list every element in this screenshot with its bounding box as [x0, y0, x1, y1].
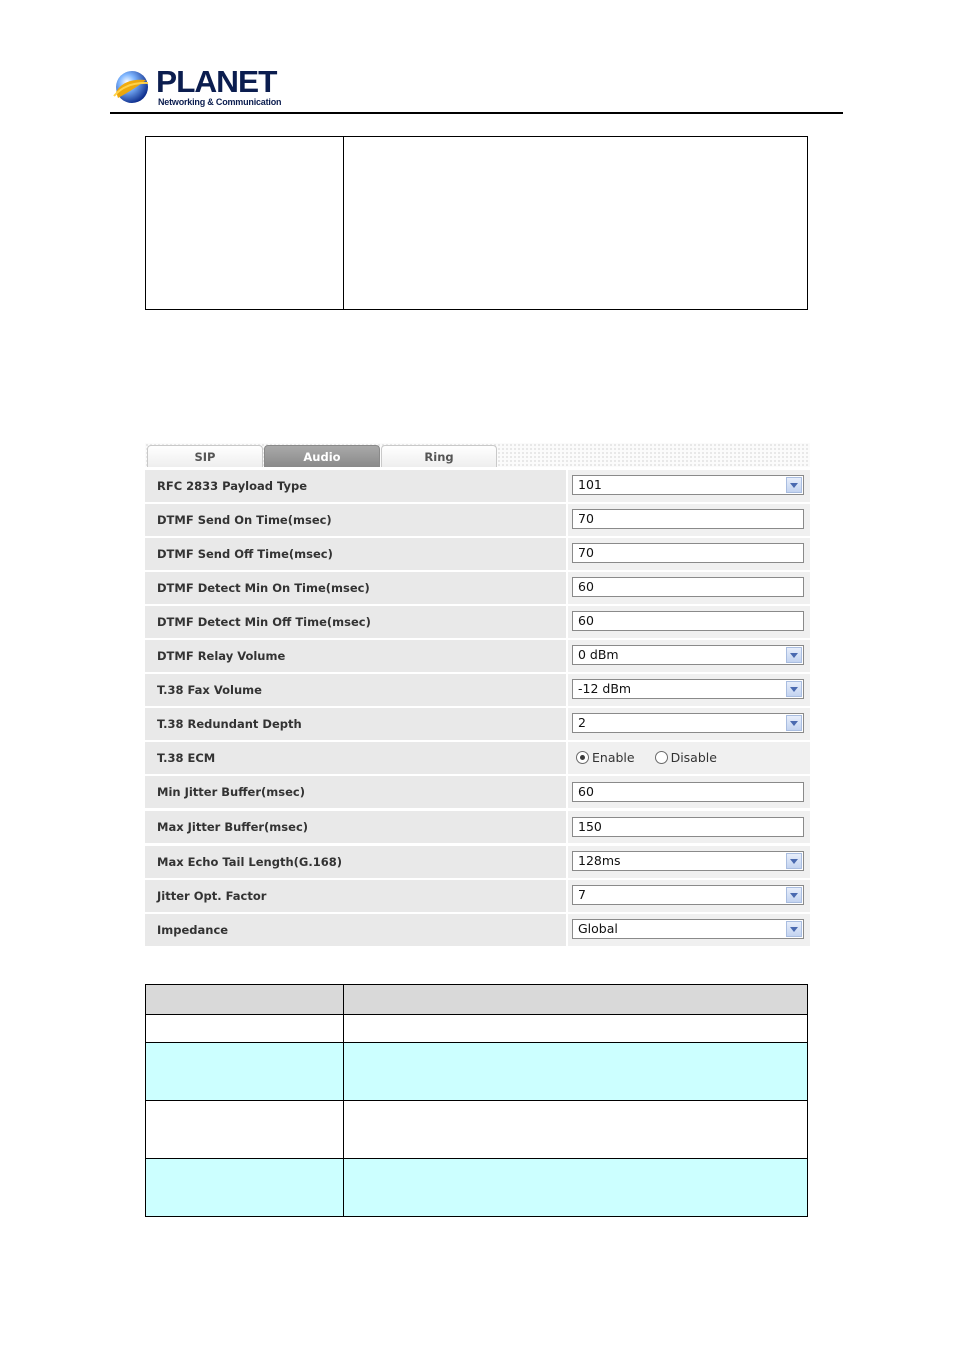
radio-enable[interactable] [576, 751, 589, 764]
t38-ecm-radio-group [576, 750, 733, 765]
setting-value-cell [568, 708, 810, 740]
max-echo-tail-select[interactable] [572, 851, 804, 871]
select-value: 2 [578, 715, 586, 730]
impedance-select[interactable] [572, 919, 804, 939]
setting-label: Jitter Opt. Factor [145, 880, 566, 912]
setting-row [145, 469, 810, 503]
table-cell [146, 1159, 344, 1217]
select-value: 0 dBm [578, 647, 619, 662]
table-cell [146, 1101, 344, 1159]
dropdown-arrow-icon[interactable] [786, 681, 802, 697]
setting-row [145, 639, 810, 673]
tab-bar [145, 443, 810, 467]
dtmf-relay-volume-select[interactable] [572, 645, 804, 665]
audio-settings-panel [145, 443, 810, 948]
select-value: 101 [578, 477, 602, 492]
setting-label: RFC 2833 Payload Type [145, 470, 566, 502]
dtmf-send-on-time-input[interactable]: 70 [572, 509, 804, 529]
setting-label: DTMF Send Off Time(msec) [145, 538, 566, 570]
setting-row [145, 571, 810, 605]
setting-value-cell [568, 504, 810, 536]
table-cell [344, 1159, 808, 1217]
setting-value-cell [568, 606, 810, 638]
dropdown-arrow-icon[interactable] [786, 853, 802, 869]
setting-row [145, 810, 810, 845]
table-row [146, 1015, 808, 1043]
table-cell [344, 1015, 808, 1043]
setting-value-cell [568, 811, 810, 843]
setting-row [145, 775, 810, 810]
brand-name: PLANET [156, 64, 277, 99]
setting-value-cell [568, 914, 810, 946]
setting-row [145, 503, 810, 537]
description-table-bottom [145, 984, 808, 1217]
setting-label: T.38 Redundant Depth [145, 708, 566, 740]
dropdown-arrow-icon[interactable] [786, 647, 802, 663]
dropdown-arrow-icon[interactable] [786, 715, 802, 731]
setting-row [145, 845, 810, 879]
setting-row [145, 673, 810, 707]
dropdown-arrow-icon[interactable] [786, 477, 802, 493]
table-row [146, 1159, 808, 1217]
setting-row [145, 707, 810, 741]
brand-tagline: Networking & Communication [158, 97, 282, 107]
setting-label: Min Jitter Buffer(msec) [145, 776, 566, 808]
dtmf-detect-min-off-input[interactable]: 60 [572, 611, 804, 631]
radio-disable[interactable] [655, 751, 668, 764]
setting-row [145, 537, 810, 571]
tab-sip[interactable]: SIP [147, 445, 263, 467]
t38-redundant-depth-select[interactable] [572, 713, 804, 733]
select-value: -12 dBm [578, 681, 632, 696]
setting-value-cell [568, 742, 810, 774]
tab-audio[interactable]: Audio [264, 445, 380, 467]
radio-enable-label: Enable [592, 750, 635, 765]
tab-ring[interactable]: Ring [381, 445, 497, 467]
table-header-cell [146, 985, 344, 1015]
setting-row [145, 879, 810, 913]
table-row [146, 1101, 808, 1159]
table-cell [146, 1015, 344, 1043]
table-header-cell [344, 985, 808, 1015]
setting-label: DTMF Detect Min On Time(msec) [145, 572, 566, 604]
setting-label: Max Jitter Buffer(msec) [145, 811, 566, 843]
setting-label: DTMF Detect Min Off Time(msec) [145, 606, 566, 638]
select-value: 128ms [578, 853, 621, 868]
setting-label: DTMF Relay Volume [145, 640, 566, 672]
radio-disable-label: Disable [670, 750, 717, 765]
setting-label: Max Echo Tail Length(G.168) [145, 846, 566, 878]
header-divider [110, 112, 843, 114]
setting-label: T.38 Fax Volume [145, 674, 566, 706]
setting-value-cell [568, 572, 810, 604]
dropdown-arrow-icon[interactable] [786, 887, 802, 903]
min-jitter-buffer-input[interactable]: 60 [572, 782, 804, 802]
planet-logo [112, 66, 282, 110]
setting-value-cell [568, 674, 810, 706]
table-header-row [146, 985, 808, 1015]
dtmf-detect-min-on-input[interactable]: 60 [572, 577, 804, 597]
table-cell [344, 1043, 808, 1101]
table-cell [146, 1043, 344, 1101]
setting-label: DTMF Send On Time(msec) [145, 504, 566, 536]
setting-value-cell [568, 640, 810, 672]
select-value: 7 [578, 887, 586, 902]
setting-label: Impedance [145, 914, 566, 946]
globe-logo-icon [112, 68, 150, 106]
setting-value-cell [568, 776, 810, 808]
setting-value-cell [568, 538, 810, 570]
description-table-top [145, 136, 808, 310]
table-cell [344, 1101, 808, 1159]
setting-value-cell [568, 846, 810, 878]
table-cell [344, 137, 808, 310]
settings-list [145, 469, 810, 947]
table-row [146, 1043, 808, 1101]
t38-fax-volume-select[interactable] [572, 679, 804, 699]
table-cell [146, 137, 344, 310]
select-value: Global [578, 921, 618, 936]
setting-row [145, 605, 810, 639]
dtmf-send-off-time-input[interactable]: 70 [572, 543, 804, 563]
setting-value-cell [568, 470, 810, 502]
jitter-opt-factor-select[interactable] [572, 885, 804, 905]
setting-row [145, 913, 810, 947]
dropdown-arrow-icon[interactable] [786, 921, 802, 937]
max-jitter-buffer-input[interactable]: 150 [572, 817, 804, 837]
setting-row [145, 741, 810, 775]
setting-value-cell [568, 880, 810, 912]
setting-label: T.38 ECM [145, 742, 566, 774]
rfc2833-payload-select[interactable] [572, 475, 804, 495]
